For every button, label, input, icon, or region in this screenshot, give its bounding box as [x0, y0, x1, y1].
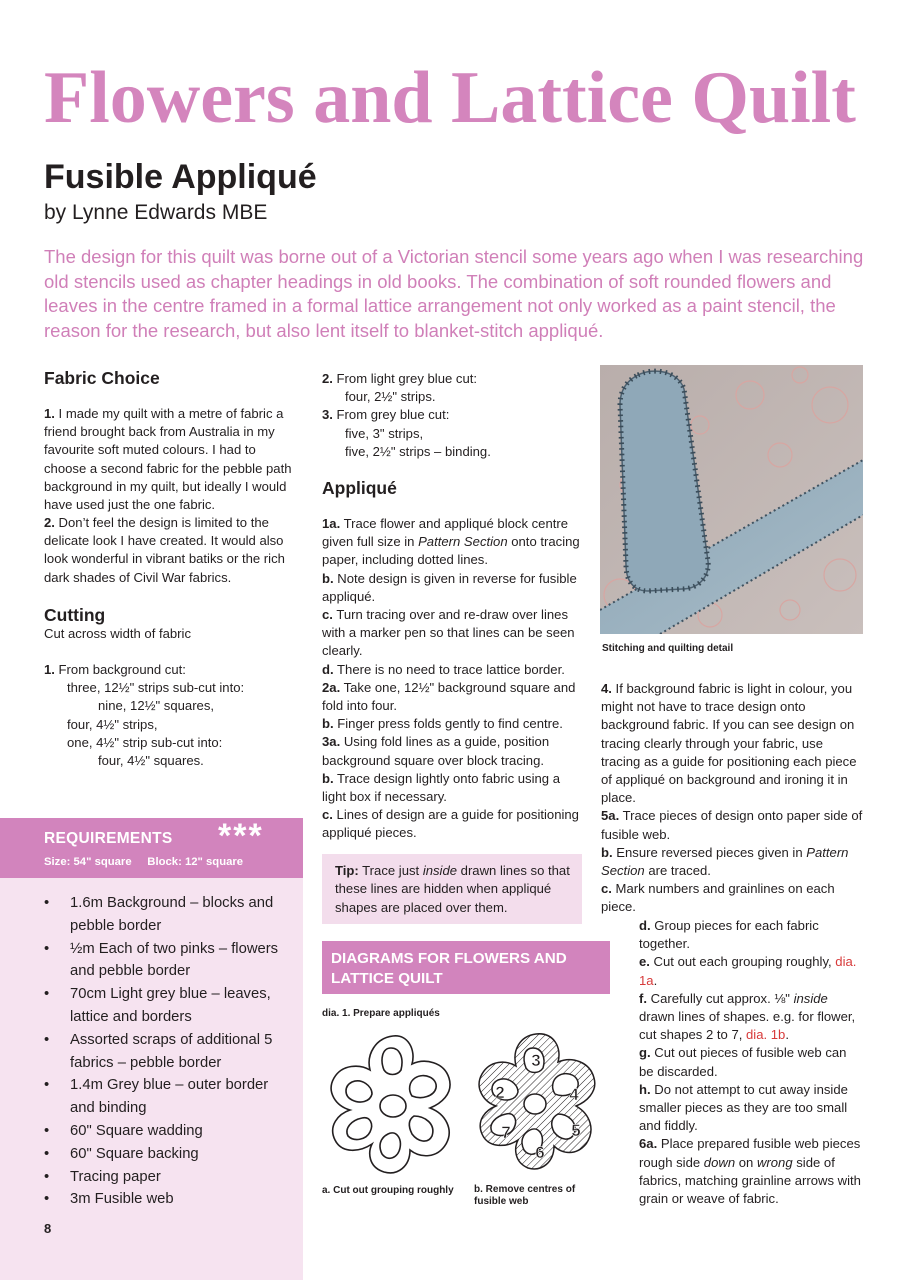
shape-number-6: 6 [535, 1143, 545, 1162]
requirements-title: REQUIREMENTS [44, 830, 173, 847]
difficulty-stars: *** [218, 817, 264, 855]
list-item: • 1.6m Background – blocks and pebble border [44, 892, 294, 938]
list-item: • 60" Square backing [44, 1143, 294, 1166]
stitching-detail-photo [600, 365, 863, 634]
diagram-1a-flower [322, 1026, 464, 1178]
fabric-choice-p2: 2. Don’t feel the design is limited to the delicate look I have created. It would also look wonderful in vibrant batiks or the rich dark shades of Civil War fabrics. [44, 515, 285, 585]
diagrams-heading: DIAGRAMS FOR FLOWERS AND LATTICE QUILT [331, 950, 567, 987]
diagram-1b-flower [472, 1030, 600, 1174]
shape-number-4: 4 [569, 1085, 579, 1104]
cutting-intro: Cut across width of fabric [44, 626, 191, 641]
page-number: 8 [44, 1221, 52, 1236]
page-title: Flowers and Lattice Quilt [44, 57, 856, 139]
step-4-5c: 4. If background fabric is light in colour, you might not have to trace design onto background fabric. If you can see design on tracing clearly through your fabric, use tracing as a guide for positioning each piece of appliqué on background and ironing it in place. 5a. Trace pieces of design onto paper side of fusible web. b. Ensure reversed pieces given in Pattern Section are traced. c. Mark numbers and grainlines on each piece. [601, 681, 863, 915]
page-subtitle: Fusible Appliqué [44, 158, 317, 196]
shape-number-3: 3 [531, 1051, 541, 1070]
list-item: • 70cm Light grey blue – leaves, lattice and borders [44, 983, 294, 1029]
fabric-choice-heading: Fabric Choice [44, 368, 160, 388]
tip-text: Tip: Trace just inside drawn lines so that these lines are hidden when appliqué shapes are placed over them. [335, 863, 570, 915]
shape-number-7: 7 [501, 1123, 511, 1142]
step-5d-6a: d. Group pieces for each fabric together. e. Cut out each grouping roughly, dia. 1a. f. Carefully cut approx. ⅛" inside drawn lines of shapes. e.g. for flower, cut shapes 2 to 7, dia. 1b. g. Cut out pieces of fusible web can be discarded. h. Do not attempt to cut away inside smaller pieces as they are too small and fiddly. 6a. Place prepared fusible web pieces rough side down on wrong side of fabrics, matching grainline arrows with grain or weave of fabric. [639, 918, 861, 1207]
requirements-size: Size: 54" square Block: 12" square [44, 856, 244, 868]
list-item: • 3m Fusible web [44, 1188, 294, 1211]
applique-steps: 1a. Trace flower and appliqué block centre given full size in Pattern Section onto tracing paper, including dotted lines. b. Note design is given in reverse for fusible appliqué. c. Turn tracing over and re-draw over lines with a marker pen so that lines can be seen clearly. d. There is no need to trace lattice border. 2a. Take one, 12½" background square and fold into four. b. Finger press folds gently to find centre. 3a. Using fold lines as a guide, position background square over block tracing. b. Trace design lightly onto fabric using a light box if necessary. c. Lines of design are a guide for positioning appliqué pieces. [322, 516, 580, 841]
byline: by Lynne Edwards MBE [44, 201, 268, 224]
requirements-list [44, 892, 294, 1211]
list-item: • Assorted scraps of additional 5 fabrics – pebble border [44, 1029, 294, 1075]
cutting-step-1: 1. From background cut: three, 12½" strips sub-cut into: nine, 12½" squares, four, 4½" strips, one, 4½" strip sub-cut into: four, 4½" squares. [44, 662, 245, 769]
fabric-choice-p1: 1. I made my quilt with a metre of fabric a friend brought back from Australia in my favourite soft muted colours. I had to choose a second fabric for the pebble path background in my quilt, but ideally I would have used just the one fabric. [44, 406, 292, 513]
applique-heading: Appliqué [322, 478, 397, 498]
list-item: • Tracing paper [44, 1166, 294, 1189]
list-item: • 1.4m Grey blue – outer border and binding [44, 1074, 294, 1120]
diagram-caption-a: a. Cut out grouping roughly [322, 1185, 454, 1196]
photo-caption: Stitching and quilting detail [602, 643, 734, 654]
intro-paragraph: The design for this quilt was borne out of a Victorian stencil some years ago when I was researching old stencils used as chapter headings in old books. The combination of soft rounded flowers and leaves in the centre framed in a formal lattice arrangement not only worked as a paint stencil, the reason for the research, but also lent itself to blanket-stitch appliqué. [44, 246, 864, 341]
cutting-steps-2-3: 2. From light grey blue cut: four, 2½" strips. 3. From grey blue cut: five, 3" strips, five, 2½" strips – binding. [322, 371, 491, 459]
shape-number-5: 5 [571, 1121, 581, 1140]
list-item: • 60" Square wadding [44, 1120, 294, 1143]
diagram-caption-b: b. Remove centres of fusible web [474, 1184, 576, 1207]
list-item: • ½m Each of two pinks – flowers and pebble border [44, 938, 294, 984]
shape-number-2: 2 [495, 1083, 505, 1102]
cutting-heading: Cutting [44, 605, 106, 625]
diagram-label: dia. 1. Prepare appliqués [322, 1008, 440, 1019]
